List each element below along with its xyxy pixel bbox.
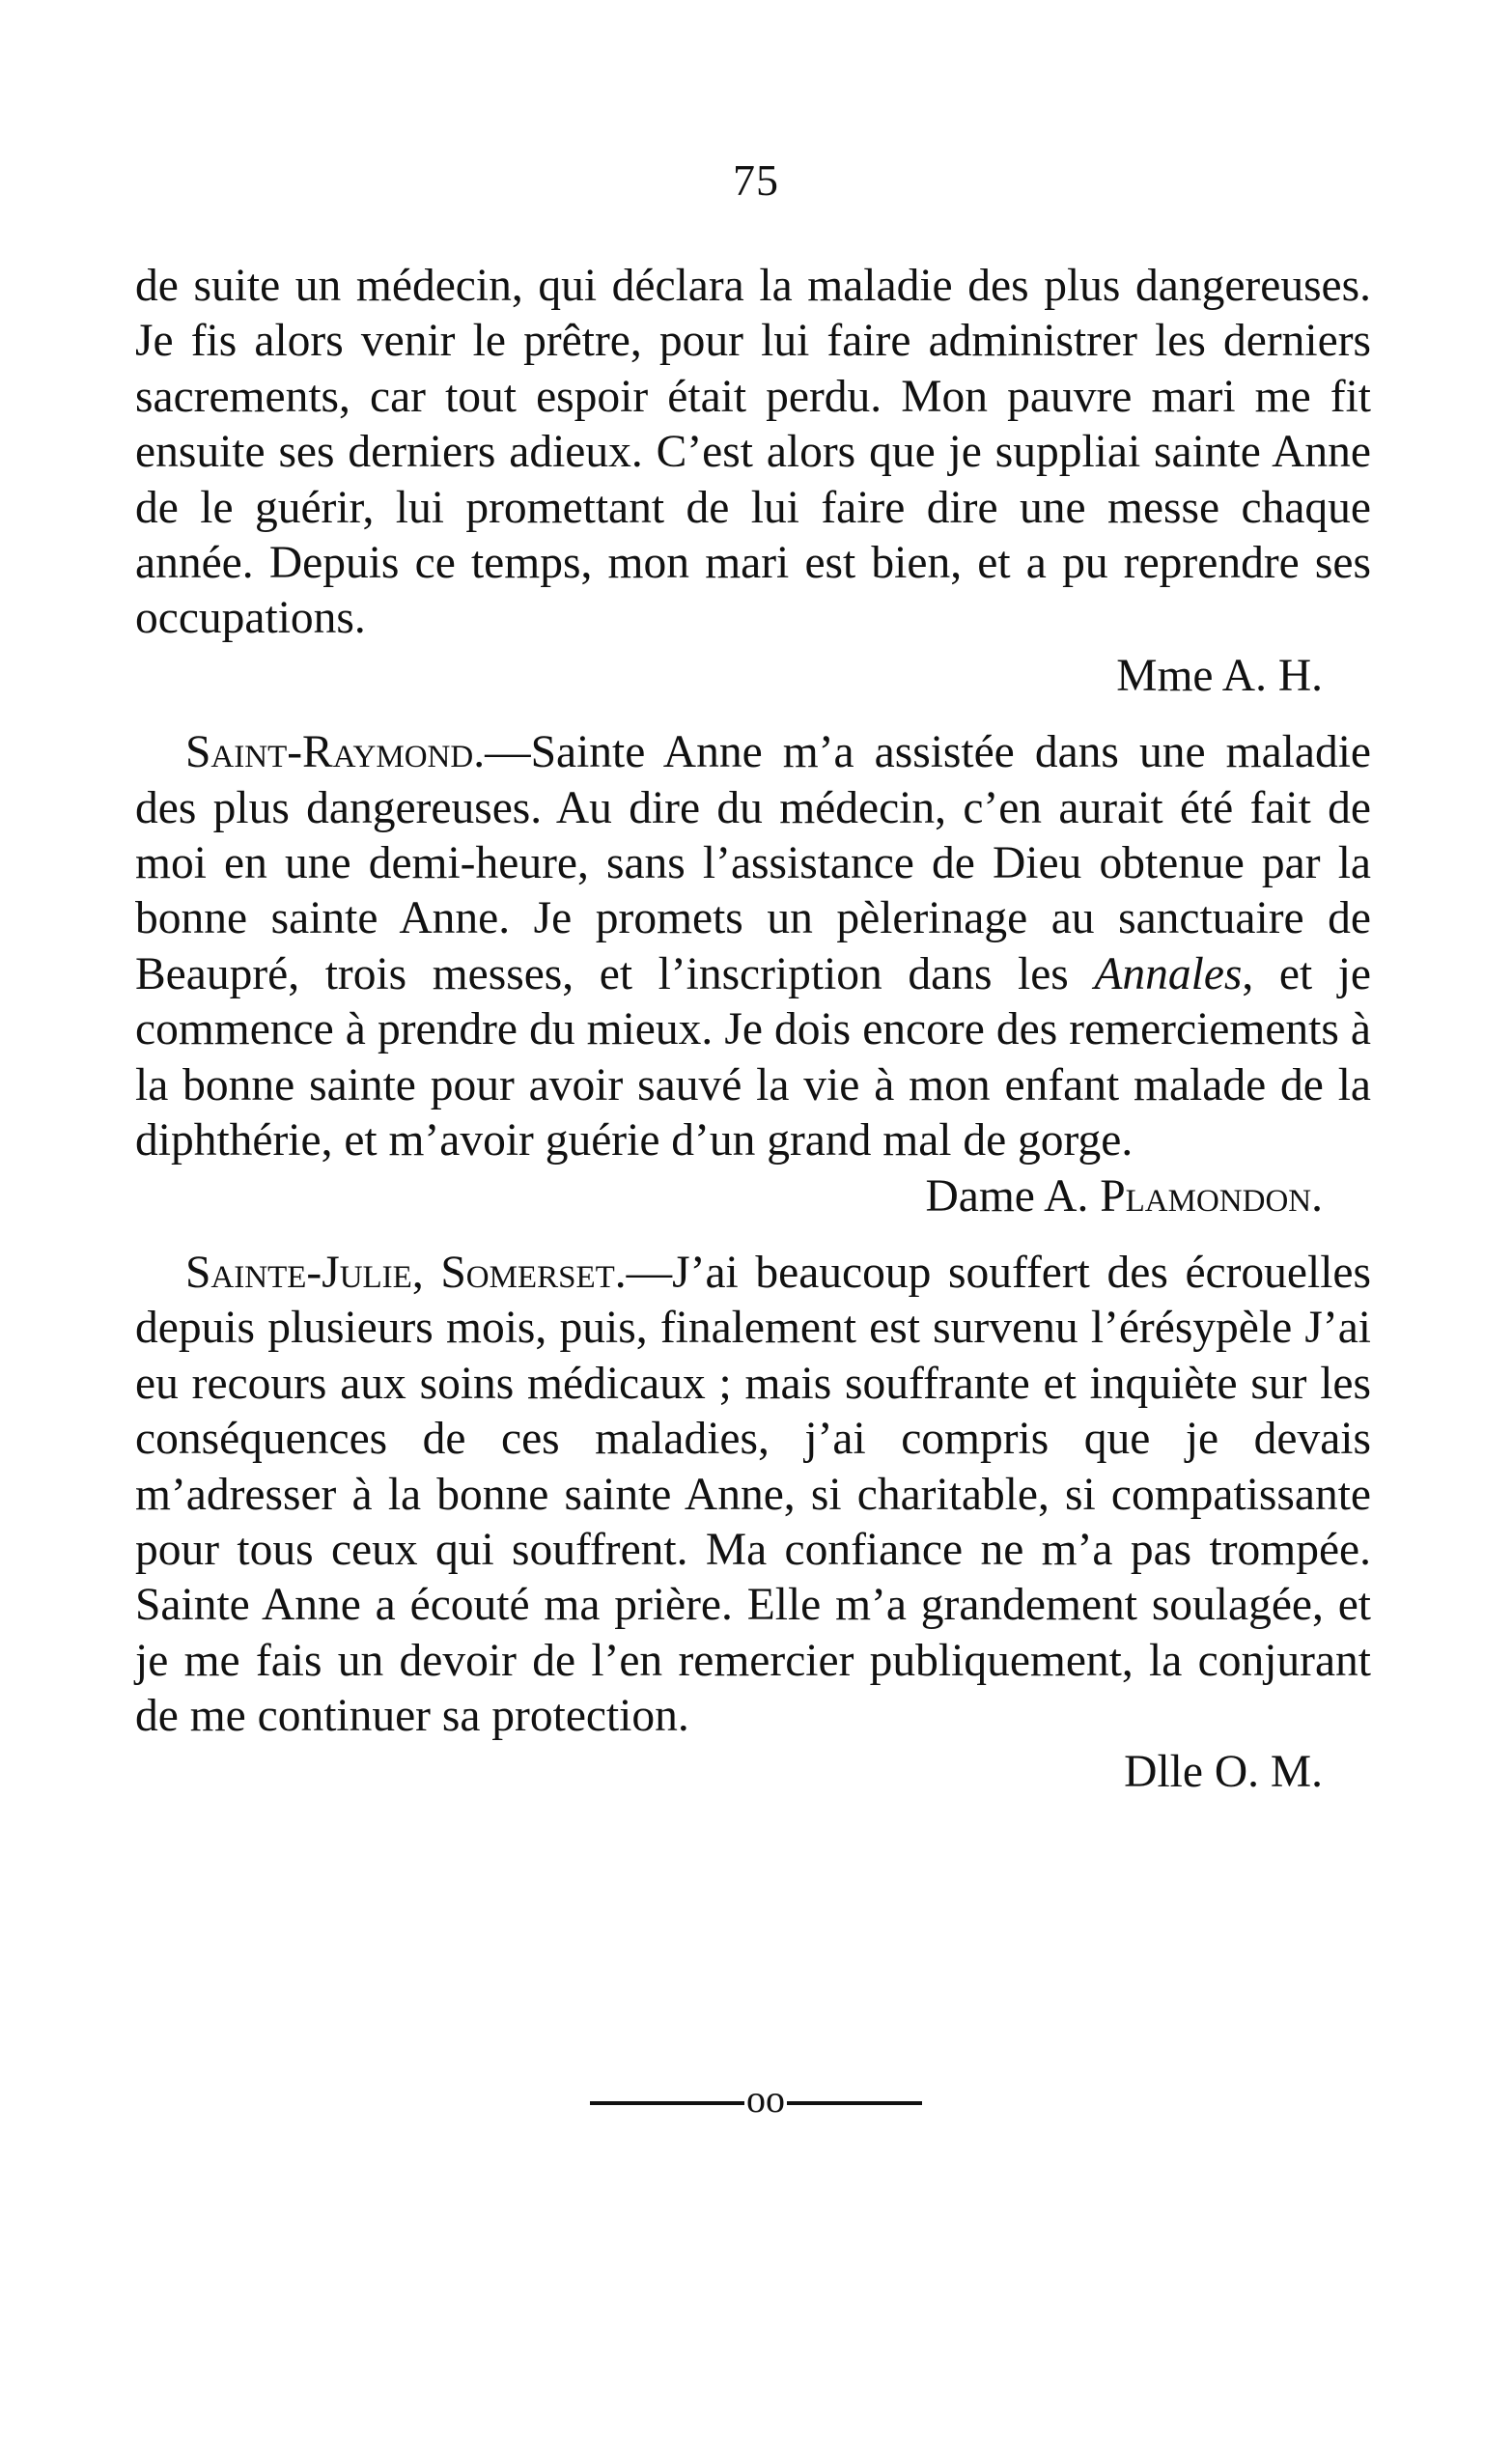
separator-ornament: oo xyxy=(746,2077,785,2121)
signature-3: Dlle O. M. xyxy=(1124,1746,1323,1797)
place-name: Saint-Raymond. xyxy=(185,727,486,778)
signature-2-name: Plamondon. xyxy=(1100,1170,1323,1222)
separator-rule-right xyxy=(787,2101,922,2105)
paragraph-1: de suite un médecin, qui déclara la maladie des plus dangereuses. Je fis alors venir le prêtre, pour lui faire administrer les derniers sacrements, car tout espoir était perdu. Mon pauvre mari me fit ensuite ses derniers adieux. C’est alors que je suppliai sainte Anne de le guérir, lui promettant de lui faire dire une messe chaque année. Depuis ce temps, mon mari est bien, et a pu reprendre ses occupations. xyxy=(135,261,1371,644)
paragraph-2 xyxy=(135,725,1371,1168)
paragraph-2-text-b: , et je commence à prendre du mieux. Je dois encore des remerciements à la bonne sainte pour avoir sauvé la vie à mon enfant malade de la diphthérie, et m’avoir guérie d’un grand mal de gorge. xyxy=(135,948,1371,1166)
section-separator xyxy=(0,2076,1512,2122)
signature-1: Mme A. H. xyxy=(1116,650,1323,701)
signature-2-prefix: Dame A. xyxy=(925,1170,1101,1222)
page-number: 75 xyxy=(733,155,779,205)
paragraph-3 xyxy=(135,1246,1371,1745)
paragraph-2-text-a: —Sainte Anne m’a assistée dans une maladie des plus dangereuses. Au dire du médecin, c’en aurait été fait de moi en une demi-heure, sans l’assistance de Dieu obtenue par la bonne sainte Anne. Je promets un pèlerinage au sanctuaire de Beaupré, trois messes, et l’inscription dans les xyxy=(135,727,1371,999)
annales-title: Annales xyxy=(1094,948,1243,999)
signature-2 xyxy=(135,1169,1371,1224)
separator-rule-left xyxy=(590,2101,744,2105)
paragraph-3-text: —J’ai beaucoup souffert des écrouelles depuis plusieurs mois, puis, finalement est survenu l’érésypèle J’ai eu recours aux soins médicaux ; mais souffrante et inquiète sur les conséquences de ces maladies, j’ai compris que je devais m’adresser à la bonne sainte Anne, si charitable, si compatissante pour tous ceux qui souffrent. Ma confiance ne m’a pas trompée. Sainte Anne a écouté ma prière. Elle m’a grandement soulagée, et je me fais un devoir de l’en remercier publiquement, la conjurant de me continuer sa protection. xyxy=(135,1247,1371,1742)
text-block xyxy=(135,259,1371,1800)
place-name: Sainte-Julie, Somerset. xyxy=(185,1247,627,1298)
